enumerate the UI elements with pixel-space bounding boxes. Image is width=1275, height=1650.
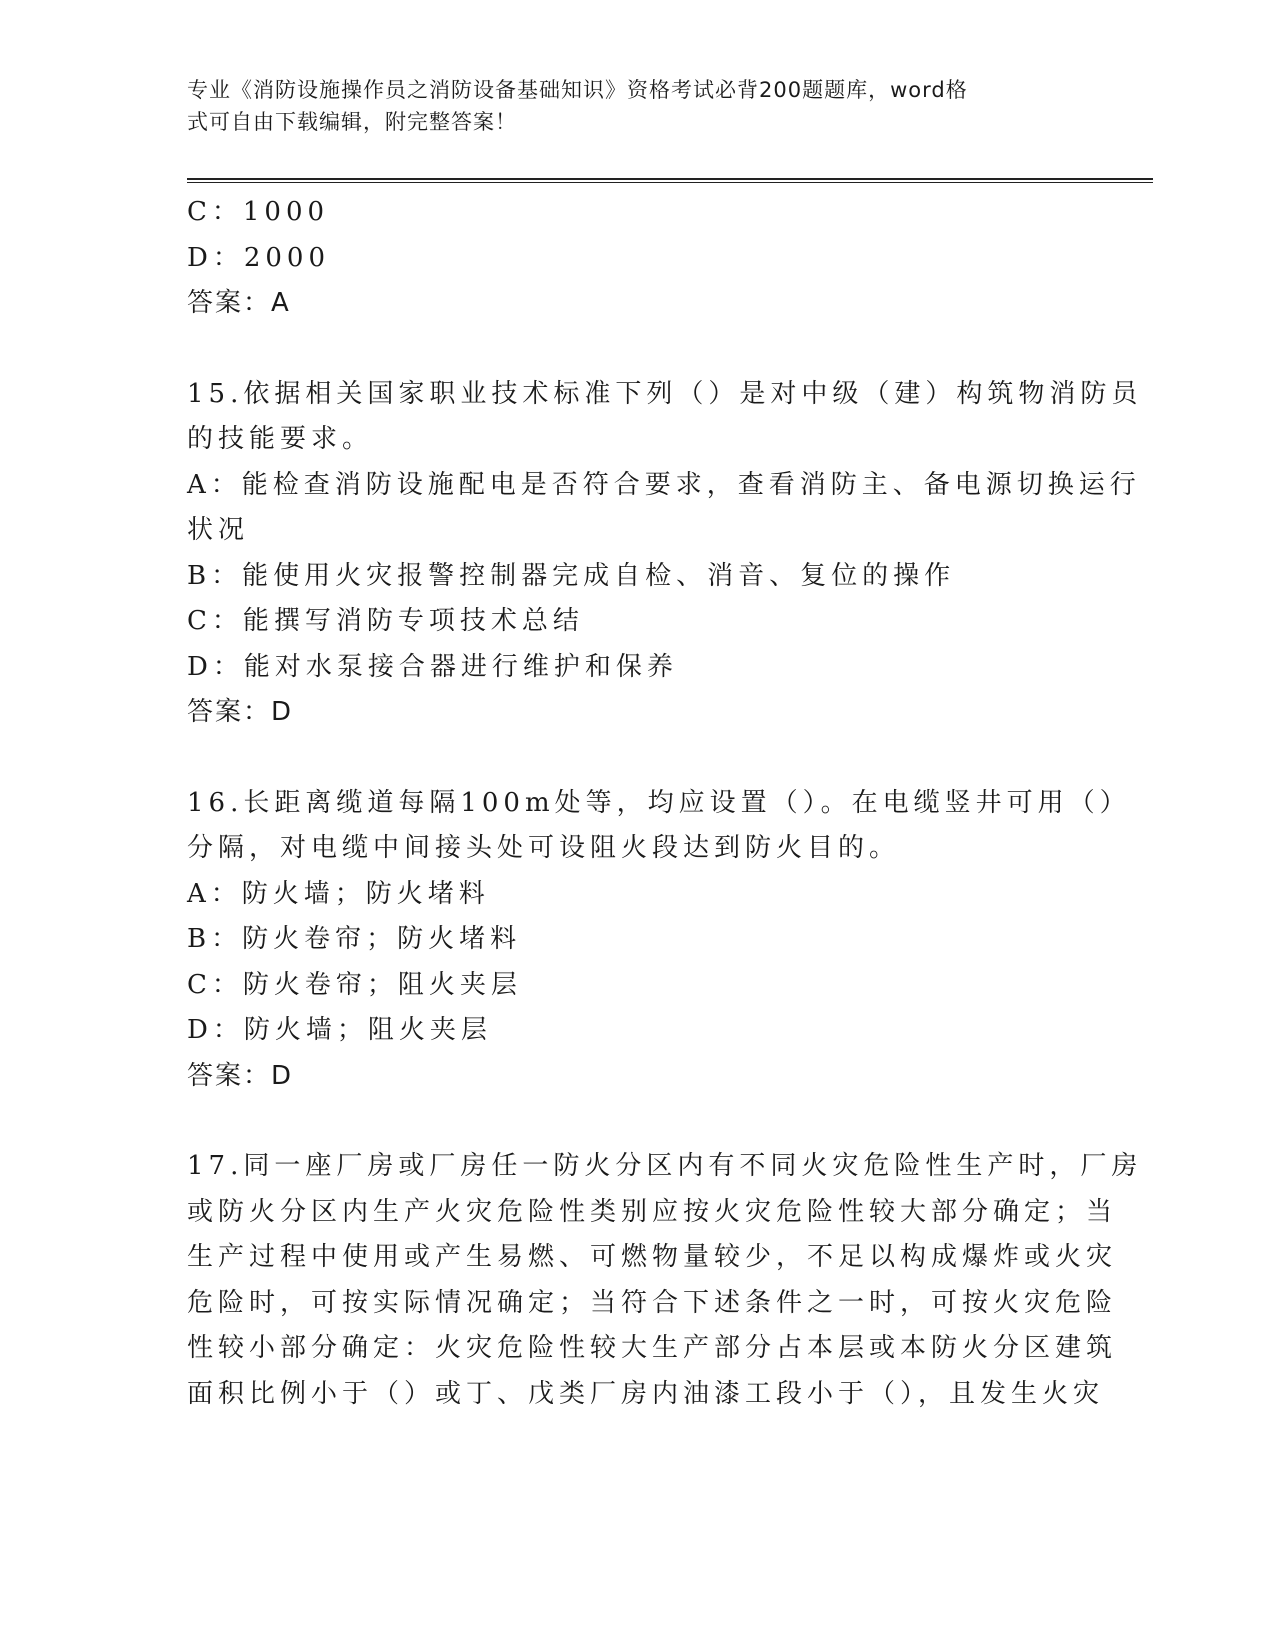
question-17 [187,1144,1143,1417]
question-14-tail [187,190,1087,327]
q15-option-d: D：能对水泵接合器进行维护和保养 [187,651,678,682]
header-line-1: 专业《消防设施操作员之消防设备基础知识》资格考试必背200题题库，word格 [187,78,968,102]
q15-option-a-line-2: 状况 [187,515,250,545]
q17-stem-line-4: 危险时，可按实际情况确定；当符合下述条件之一时，可按火灾危险 [187,1287,1118,1318]
question-content [187,190,1143,1417]
q17-stem-line-1: 17.同一座厂房或厂房任一防火分区内有不同火灾危险性生产时，厂房 [187,1151,1143,1181]
q14-answer: 答案：A [187,288,291,318]
q16-option-c: C：防火卷帘；阻火夹层 [187,969,522,1000]
q15-answer: 答案：D [187,697,294,727]
q16-stem-line-1: 16.长距离缆道每隔100m处等，均应设置（）。在电缆竖井可用（） [187,787,1131,818]
question-16 [187,781,1131,1100]
q17-stem-line-3: 生产过程中使用或产生易燃、可燃物量较少，不足以构成爆炸或火灾 [187,1242,1118,1272]
spacer [187,327,1087,372]
q16-option-b: B：防火卷帘；防火堵料 [187,924,522,954]
q15-stem-line-1: 15.依据相关国家职业技术标准下列（）是对中级（建）构筑物消防员 [187,378,1143,409]
q15-option-a-line-1: A：能检查消防设施配电是否符合要求，查看消防主、备电源切换运行 [187,469,1141,500]
q17-stem-line-5: 性较小部分确定：火灾危险性较大生产部分占本层或本防火分区建筑 [187,1333,1118,1363]
q17-stem-line-6: 面积比例小于（）或丁、戊类厂房内油漆工段小于（），且发生火灾 [187,1378,1105,1409]
q15-option-c: C：能撰写消防专项技术总结 [187,606,584,636]
spacer [187,736,1087,781]
header-divider [187,178,1153,183]
q16-option-a: A：防火墙；防火堵料 [187,878,490,909]
q16-option-d: D：防火墙；阻火夹层 [187,1015,492,1045]
q14-option-c: C：1000 [187,197,330,227]
question-15 [187,372,1143,736]
q15-stem-line-2: 的技能要求。 [187,424,374,454]
document-header [187,74,1067,138]
q14-option-d: D：2000 [187,242,331,273]
q17-stem-line-2: 或防火分区内生产火灾危险性类别应按火灾危险性较大部分确定；当 [187,1196,1118,1227]
header-line-2: 式可自由下载编辑，附完整答案！ [187,110,517,134]
spacer [187,1099,1087,1144]
q15-option-b: B：能使用火灾报警控制器完成自检、消音、复位的操作 [187,560,956,591]
q16-stem-line-2: 分隔，对电缆中间接头处可设阻火段达到防火目的。 [187,833,901,863]
q16-answer: 答案：D [187,1060,294,1091]
